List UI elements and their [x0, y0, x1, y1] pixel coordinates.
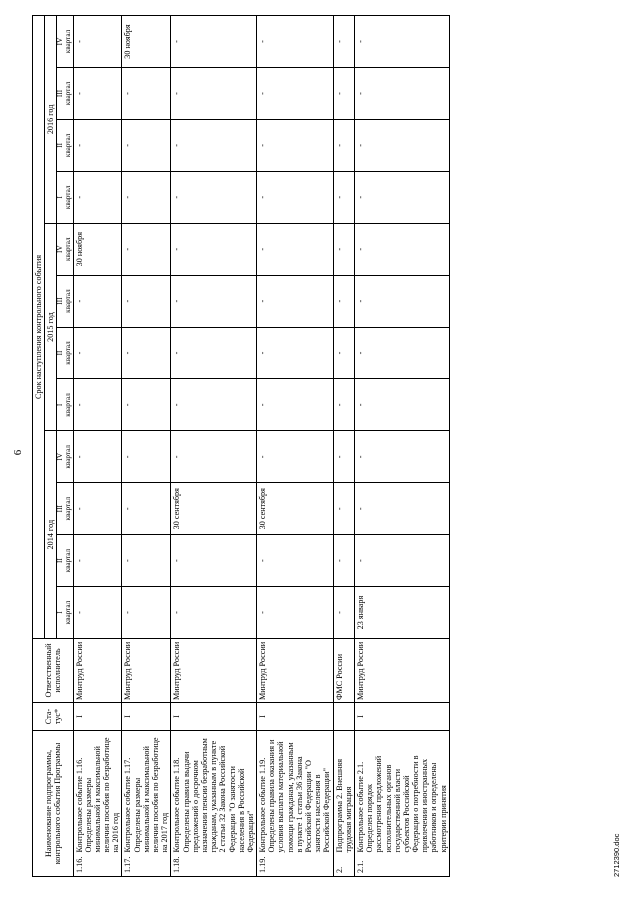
quarter-word: квартал: [63, 496, 72, 521]
deadline-cell: -: [333, 587, 354, 639]
quarter-header: [57, 119, 73, 171]
deadline-cell: 30 сентября: [171, 483, 257, 535]
deadline-cell: -: [171, 68, 257, 120]
deadline-cell: -: [122, 431, 171, 483]
executor: Минтруд России: [171, 638, 257, 702]
quarter-header: [57, 431, 73, 483]
executor: Минтруд России: [73, 638, 122, 702]
quarter-word: квартал: [63, 393, 72, 417]
deadline-cell: -: [122, 379, 171, 431]
control-events-table: [32, 15, 450, 877]
deadline-cell: -: [122, 587, 171, 639]
deadline-cell: -: [354, 327, 449, 379]
deadline-cell: -: [354, 223, 449, 275]
page-number: 6: [12, 449, 24, 456]
deadline-cell: -: [171, 275, 257, 327]
deadline-cell: -: [257, 16, 334, 68]
executor: Минтруд России: [122, 638, 171, 702]
table-row: [122, 16, 171, 877]
deadline-cell: -: [73, 431, 122, 483]
deadline-cell: -: [257, 119, 334, 171]
deadline-cell: -: [354, 275, 449, 327]
quarter-number: II: [56, 350, 65, 356]
event-name: Контрольное событие 2.1. Определен порядок рассмотрения предложений исполнительных органов государственной власти субъектов Российской Федерации о потребности в привлечении иностранных работников и определены критерии принятия: [354, 730, 449, 854]
deadline-cell: -: [333, 327, 354, 379]
quarter-number: III: [56, 297, 65, 305]
row-number: 1.18.: [171, 855, 257, 877]
quarter-word: квартал: [63, 445, 72, 469]
deadline-cell: -: [354, 379, 449, 431]
deadline-cell: -: [257, 327, 334, 379]
deadline-cell: -: [333, 223, 354, 275]
deadline-cell: -: [333, 483, 354, 535]
deadline-cell: -: [333, 171, 354, 223]
quarter-header: [57, 587, 73, 639]
quarter-word: квартал: [63, 133, 72, 158]
table-row: [257, 16, 334, 877]
deadline-cell: -: [73, 275, 122, 327]
deadline-cell: -: [354, 16, 449, 68]
deadline-cell: -: [122, 119, 171, 171]
deadline-cell: -: [122, 535, 171, 587]
quarter-header: [57, 327, 73, 379]
table-row: [171, 16, 257, 877]
header-name: Наименование подпрограммы, контрольного события Программы: [33, 730, 74, 876]
deadline-cell: -: [257, 68, 334, 120]
header-status: Ста-тус*: [33, 702, 74, 730]
table-row: [73, 16, 122, 877]
deadline-cell: -: [257, 223, 334, 275]
quarter-header: [57, 275, 73, 327]
event-name: Контрольное событие 1.18. Определены правила выдачи предложений о досрочном назначении пенсии безработным гражданам, указанным в пункте 2 статьи 32 Закона Российской Федерации "О занятости населения в Российской Федерации": [171, 730, 257, 854]
quarter-header: [57, 68, 73, 120]
deadline-cell: -: [257, 431, 334, 483]
deadline-cell: 30 сентября: [257, 483, 334, 535]
quarter-number: IV: [56, 453, 65, 461]
deadline-cell: -: [171, 119, 257, 171]
deadline-cell: -: [73, 119, 122, 171]
row-number: 1.16.: [73, 855, 122, 877]
status: I: [122, 702, 171, 730]
event-name: Подпрограмма 2. Внешняя трудовая миграция: [333, 730, 354, 854]
deadline-cell: -: [122, 327, 171, 379]
deadline-cell: -: [73, 16, 122, 68]
quarter-word: квартал: [63, 341, 72, 365]
deadline-cell: -: [257, 587, 334, 639]
quarter-number: II: [56, 558, 65, 564]
deadline-cell: -: [122, 223, 171, 275]
quarter-word: квартал: [63, 185, 72, 210]
deadline-cell: -: [257, 379, 334, 431]
quarter-number: I: [56, 611, 65, 614]
quarter-number: III: [56, 505, 65, 513]
status: I: [354, 702, 449, 730]
deadline-cell: -: [333, 379, 354, 431]
deadline-cell: -: [354, 68, 449, 120]
deadline-cell: -: [73, 535, 122, 587]
quarter-word: квартал: [63, 237, 72, 261]
deadline-cell: -: [122, 275, 171, 327]
deadline-cell: -: [333, 535, 354, 587]
deadline-cell: -: [257, 535, 334, 587]
table-row: [333, 16, 354, 877]
deadline-cell: -: [73, 171, 122, 223]
row-number: 2.: [333, 855, 354, 877]
status: [333, 702, 354, 730]
deadline-cell: -: [354, 431, 449, 483]
quarter-number: IV: [56, 245, 65, 253]
row-number: 1.17.: [122, 855, 171, 877]
year-header: 2015 год: [45, 223, 57, 431]
deadline-cell: -: [171, 535, 257, 587]
deadline-cell: -: [333, 119, 354, 171]
deadline-cell: -: [171, 171, 257, 223]
deadline-cell: -: [354, 119, 449, 171]
deadline-cell: -: [122, 171, 171, 223]
deadline-cell: -: [171, 16, 257, 68]
deadline-cell: -: [354, 171, 449, 223]
quarter-header: [57, 16, 73, 68]
quarter-number: I: [56, 403, 65, 407]
deadline-cell: -: [171, 327, 257, 379]
status: I: [257, 702, 334, 730]
header-deadline: Срок наступления контрольного события: [33, 16, 45, 639]
quarter-number: II: [56, 142, 65, 148]
deadline-cell: -: [257, 171, 334, 223]
year-header: 2014 год: [45, 431, 57, 639]
deadline-cell: -: [333, 431, 354, 483]
deadline-cell: -: [73, 379, 122, 431]
header-executor: Ответственный исполнитель: [33, 638, 74, 702]
quarter-number: IV: [56, 37, 65, 46]
quarter-number: III: [56, 89, 65, 98]
deadline-cell: -: [73, 483, 122, 535]
quarter-header: [57, 379, 73, 431]
executor: ФМС России: [333, 638, 354, 702]
row-number: 1.19.: [257, 855, 334, 877]
quarter-header: [57, 171, 73, 223]
schedule-table-wrap: [32, 15, 450, 877]
year-header: 2016 год: [45, 16, 57, 224]
deadline-cell: -: [122, 483, 171, 535]
executor: Минтруд России: [354, 638, 449, 702]
deadline-cell: 30 ноября: [122, 16, 171, 68]
executor: Минтруд России: [257, 638, 334, 702]
deadline-cell: 30 ноября: [73, 223, 122, 275]
deadline-cell: -: [333, 16, 354, 68]
deadline-cell: -: [171, 431, 257, 483]
deadline-cell: -: [333, 68, 354, 120]
deadline-cell: -: [171, 587, 257, 639]
document-id: 2712390.doc: [612, 833, 621, 877]
deadline-cell: -: [333, 275, 354, 327]
quarter-word: квартал: [63, 289, 72, 313]
deadline-cell: -: [73, 587, 122, 639]
deadline-cell: -: [171, 379, 257, 431]
quarter-word: квартал: [63, 600, 72, 625]
deadline-cell: -: [354, 483, 449, 535]
quarter-header: [57, 535, 73, 587]
deadline-cell: -: [122, 68, 171, 120]
quarter-header: [57, 223, 73, 275]
table-row: [354, 16, 449, 877]
status: I: [73, 702, 122, 730]
deadline-cell: -: [257, 275, 334, 327]
deadline-cell: -: [354, 535, 449, 587]
quarter-number: I: [56, 196, 65, 199]
row-number: 2.1.: [354, 855, 449, 877]
quarter-header: [57, 483, 73, 535]
deadline-cell: -: [73, 327, 122, 379]
deadline-cell: 23 января: [354, 587, 449, 639]
status: I: [171, 702, 257, 730]
event-name: Контрольное событие 1.16. Определены размеры минимальной и максимальной величин пособия по безработице на 2016 год: [73, 730, 122, 854]
quarter-word: квартал: [63, 548, 72, 573]
quarter-word: квартал: [63, 29, 72, 54]
event-name: Контрольное событие 1.19. Определены правила оказания и условия выплаты материальной помощи гражданам, указанным в пункте 1 статьи 36 Закона Российской Федерации "О занятости населения в Российской Федерации": [257, 730, 334, 854]
deadline-cell: -: [171, 223, 257, 275]
quarter-word: квартал: [63, 81, 72, 106]
event-name: Контрольное событие 1.17. Определены размеры минимальной и максимальной величин пособия по безработице на 2017 год: [122, 730, 171, 854]
deadline-cell: -: [73, 68, 122, 120]
